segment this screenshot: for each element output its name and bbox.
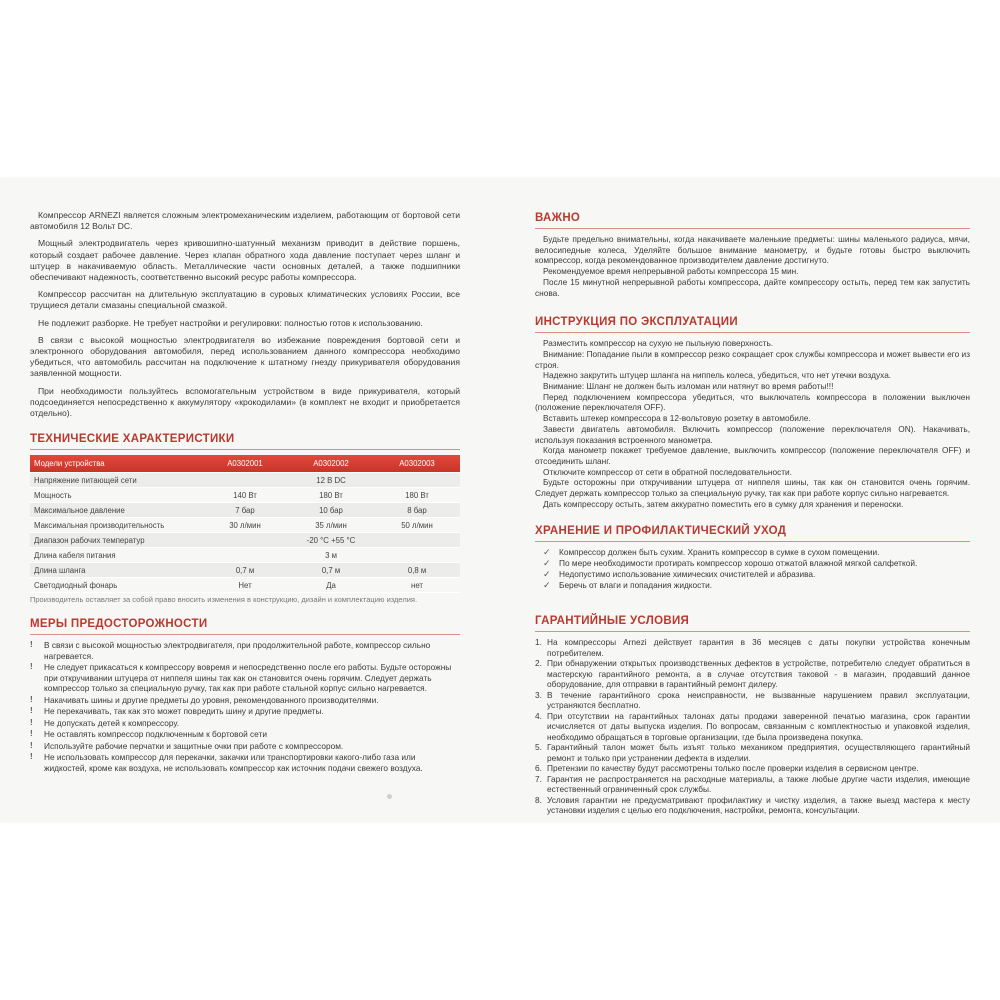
- row-value: 12 В DC: [202, 473, 460, 488]
- exclamation-icon: !: [30, 717, 33, 727]
- table-row: [30, 488, 460, 503]
- intro-paragraph: Мощный электродвигатель через кривошипно-шатунный механизм приводит в действие поршень, который создает рабочее давление. Через клапан обратного хода давление поступает через шланг и штуцер в накачиваемую область. Металлические части основных деталей, а также подшипники обеспечивают надежность, соответственно высокий ресурс работы компрессора.: [30, 238, 460, 283]
- specs-heading: ТЕХНИЧЕСКИЕ ХАРАКТЕРИСТИКИ: [30, 433, 235, 446]
- right-column: [535, 212, 970, 826]
- row-value: 35 л/мин: [288, 518, 374, 533]
- instruction-line: Перед подключением компрессора убедиться, что выключатель компрессора в положении выключен (положение переключателя OFF).: [535, 391, 970, 413]
- specs-section: [30, 433, 460, 604]
- exclamation-icon: !: [30, 740, 33, 750]
- checkmark-icon: ✓: [543, 558, 551, 569]
- row-value: 180 Вт: [374, 488, 460, 503]
- list-item-text: Гарантия не распространяется на расходные материалы, а также любые другие части изделия, имеющие естественный ограниченный срок службы.: [547, 773, 970, 795]
- left-column: [30, 210, 460, 783]
- checkmark-icon: ✓: [543, 580, 551, 591]
- row-label: Светодиодный фонарь: [30, 578, 202, 593]
- list-item: [30, 662, 460, 694]
- specs-table: [30, 455, 460, 593]
- row-value: Да: [288, 578, 374, 593]
- header-cell: A0302001: [202, 455, 288, 473]
- instruction-line: Завести двигатель автомобиля. Включить компрессор (положение переключателя ON). Накачивать, используя показания встроенного манометра.: [535, 423, 970, 445]
- row-value: -20 °C +55 °C: [202, 533, 460, 548]
- list-item: [535, 658, 970, 690]
- instruction-line: Разместить компрессор на сухую не пыльную поверхность.: [543, 338, 774, 349]
- list-item: [535, 690, 970, 711]
- row-value: 50 л/мин: [374, 518, 460, 533]
- list-item-text: Условия гарантии не предусматривают профилактику и чистку изделия, а также выезд мастера к месту установки изделия с целью его подключения, настройки, ремонта, консультации.: [547, 794, 970, 816]
- row-value: 7 бар: [202, 503, 288, 518]
- list-item: [535, 580, 970, 591]
- row-label: Напряжение питающей сети: [30, 473, 202, 488]
- row-value: 0,8 м: [374, 563, 460, 578]
- list-item-text: Не следует прикасаться к компрессору вовремя и непосредственно после его работы. Будьте осторожны при откручивании штуцера от ниппеля шины так как он становится очень горячим. Следует держать компрессор только за специальную ручку, так как при работе стальной корпус сильно нагревается.: [44, 662, 452, 694]
- specs-note: Производитель оставляет за собой право вносить изменения в конструкцию, дизайн и комплектацию изделия.: [30, 595, 418, 605]
- instruction-line: Когда манометр покажет требуемое давление, выключить компрессор (положение переключателя OFF) и отсоединить шланг.: [535, 445, 970, 466]
- table-row: [30, 533, 460, 548]
- list-item-text: Гарантийный талон может быть изъят только механиком предприятия, осуществляющего гарантийный ремонт и только при устранении дефекта в изделии.: [547, 742, 970, 763]
- important-line: После 15 минутной непрерывной работы компрессора, дайте компрессору остыть, перед тем как запустить снова.: [535, 276, 970, 298]
- list-item: [30, 706, 460, 717]
- exclamation-icon: !: [30, 640, 33, 650]
- instruction-line: Внимание: Шланг не должен быть изломан или натянут во время работы!!!: [543, 381, 834, 392]
- exclamation-icon: !: [30, 752, 33, 762]
- item-number: 4.: [535, 710, 542, 721]
- exclamation-icon: !: [30, 694, 33, 704]
- precautions-section: [30, 618, 460, 773]
- list-item: [535, 637, 970, 658]
- list-item: [30, 752, 460, 773]
- list-item-text: В течение гарантийного срока неисправности, не вызванные нарушением правил эксплуатации, устраняются бесплатно.: [547, 689, 970, 711]
- row-value: 140 Вт: [202, 488, 288, 503]
- item-number: 8.: [535, 794, 542, 805]
- list-item-text: Используйте рабочие перчатки и защитные очки при работе с компрессором.: [44, 740, 344, 751]
- item-number: 2.: [535, 658, 542, 669]
- list-item: [535, 763, 970, 774]
- list-item-text: Недопустимо использование химических очистителей и абразива.: [559, 569, 816, 580]
- specs-header-row: [30, 455, 460, 473]
- list-item: [535, 774, 970, 795]
- list-item-text: По мере необходимости протирать компрессор хорошо отжатой влажной мягкой салфеткой.: [559, 558, 918, 569]
- exclamation-icon: !: [30, 706, 33, 716]
- list-item: [535, 547, 970, 558]
- intro-paragraph: Компрессор рассчитан на длительную эксплуатацию в суровых климатических условиях России, все трущиеся детали смазаны специальной смазкой.: [30, 289, 460, 311]
- item-number: 7.: [535, 773, 542, 784]
- checkmark-icon: ✓: [543, 547, 551, 558]
- item-number: 6.: [535, 763, 542, 774]
- table-row: [30, 578, 460, 593]
- precautions-heading: МЕРЫ ПРЕДОСТОРОЖНОСТИ: [30, 618, 208, 631]
- row-label: Максимальное давление: [30, 503, 202, 518]
- list-item: [30, 640, 460, 661]
- row-value: 8 бар: [374, 503, 460, 518]
- intro-paragraph: Не подлежит разборке. Не требует настройки и регулировки: полностью готов к использованию.: [38, 317, 423, 328]
- row-value: 30 л/мин: [202, 518, 288, 533]
- list-item: [535, 569, 970, 580]
- list-item-text: Компрессор должен быть сухим. Хранить компрессор в сумке в сухом помещении.: [559, 547, 880, 558]
- row-label: Длина шланга: [30, 563, 202, 578]
- row-value: нет: [374, 578, 460, 593]
- row-label: Длина кабеля питания: [30, 548, 202, 563]
- table-row: [30, 548, 460, 563]
- heading-divider: [30, 634, 460, 635]
- instruction-line: Отключите компрессор от сети в обратной последовательности.: [543, 466, 792, 477]
- intro-section: [30, 210, 460, 419]
- list-item: [30, 729, 460, 740]
- important-heading: ВАЖНО: [535, 212, 581, 224]
- heading-divider: [535, 631, 970, 632]
- warranty-heading: ГАРАНТИЙНЫЕ УСЛОВИЯ: [535, 615, 690, 628]
- list-item: [30, 695, 460, 706]
- warranty-section: [535, 615, 970, 816]
- instruction-line: Внимание: Попадание пыли в компрессор резко сокращает срок службы компрессора и может вывести его из строя.: [535, 348, 970, 370]
- list-item-text: В связи с высокой мощностью электродвигателя, при продолжительной работе, компрессор сильно нагревается.: [44, 640, 431, 661]
- list-item-text: На компрессоры Arnezi действует гарантия в 36 месяцев с даты покупки устройства конечным потребителем.: [547, 637, 970, 658]
- row-value: 0,7 м: [288, 563, 374, 578]
- important-line: Будьте предельно внимательны, когда накачиваете маленькие предметы: шины маленького радиуса, мячи, велосипедные колеса, Уделяйте большое внимание манометру, и будьте готовы быстро выключить компрессор, когда рекомендованное производителем давление достигнуто.: [535, 234, 970, 266]
- intro-paragraph: При необходимости пользуйтесь вспомогательным устройством в виде прикуривателя, который подсоединяется непосредственно к аккумулятору «крокодилами» (в комплект не входит и приобретается отдельно).: [30, 385, 460, 419]
- row-value: 0,7 м: [202, 563, 288, 578]
- important-line: Рекомендуемое время непрерывной работы компрессора 15 мин.: [543, 266, 799, 277]
- item-number: 1.: [535, 637, 542, 648]
- list-item-text: Не оставлять компрессор подключенным к бортовой сети: [44, 729, 267, 740]
- instructions-heading: ИНСТРУКЦИЯ ПО ЭКСПЛУАТАЦИИ: [535, 316, 738, 329]
- list-item: [535, 742, 970, 763]
- exclamation-icon: !: [30, 729, 33, 739]
- instructions-section: [535, 316, 970, 509]
- table-row: [30, 518, 460, 533]
- item-number: 5.: [535, 742, 542, 753]
- heading-divider: [535, 228, 970, 229]
- intro-paragraph: Компрессор ARNEZI является сложным электромеханическим изделием, работающим от бортовой сети автомобиля 12 Вольт DC.: [30, 210, 460, 232]
- row-label: Максимальная производительность: [30, 518, 202, 533]
- list-item: [535, 558, 970, 569]
- list-item-text: Претензии по качеству будут рассмотрены только после проверки изделия в сервисном центре.: [547, 763, 919, 774]
- intro-paragraph: В связи с высокой мощностью электродвигателя во избежание повреждения бортовой сети и электронного оборудования автомобиля, перед использованием данного компрессора необходимо убедиться, что автомобиль рассчитан на подключение к штатному гнезду прикуривателя оборудования заявленной мощности.: [30, 334, 460, 379]
- heading-divider: [535, 332, 970, 333]
- header-cell: A0302002: [288, 455, 374, 473]
- list-item: [30, 718, 460, 729]
- row-label: Мощность: [30, 488, 202, 503]
- instruction-line: Надежно закрутить штуцер шланга на ниппель колеса, убедиться, что нет утечки воздуха.: [543, 370, 892, 381]
- heading-divider: [30, 449, 460, 450]
- row-value: 10 бар: [288, 503, 374, 518]
- list-item: [30, 741, 460, 752]
- exclamation-icon: !: [30, 662, 33, 672]
- list-item-text: Не использовать компрессор для перекачки, закачки или транспортировки какого-либо газа или жидкостей, кроме как воздуха, не использовать компрессор как источник подачи свежего воздуха.: [44, 752, 423, 773]
- header-cell: Модели устройства: [30, 455, 202, 473]
- list-item-text: При обнаружении открытых производственных дефектов в устройстве, потребителю следует обратиться в мастерскую гарантийного ремонта, а в случае отсутствия таковой - в магазин, продавший данное оборудование, для отправки в гарантийный ремонт дилеру.: [547, 658, 970, 690]
- list-item: [535, 711, 970, 743]
- item-number: 3.: [535, 689, 542, 700]
- table-row: [30, 503, 460, 518]
- row-label: Диапазон рабочих температур: [30, 533, 202, 548]
- instruction-line: Будьте осторожны при откручивании штуцера от ниппеля шины, так как он становится очень горячим. Следует держать компрессор только за специальную ручку, так как при работе корпус сильно нагревается.: [535, 477, 970, 499]
- list-item-text: Накачивать шины и другие предметы до уровня, рекомендованного производителями.: [44, 694, 379, 705]
- table-row: [30, 473, 460, 488]
- list-item: [535, 795, 970, 816]
- page-dot: [387, 794, 392, 799]
- important-section: [535, 212, 970, 298]
- list-item-text: При отсутствии на гарантийных талонах даты продажи заверенной печатью магазина, срок гарантии исчисляется от даты выпуска изделия. По вопросам, связанным с комплектностью и упаковкой изделия, необходимо обращаться в торговые организации, где была произведена покупка.: [547, 710, 970, 742]
- row-value: Нет: [202, 578, 288, 593]
- table-row: [30, 563, 460, 578]
- row-value: 3 м: [202, 548, 460, 563]
- header-cell: A0302003: [374, 455, 460, 473]
- checkmark-icon: ✓: [543, 569, 551, 580]
- heading-divider: [535, 541, 970, 542]
- care-heading: ХРАНЕНИЕ И ПРОФИЛАКТИЧЕСКИЙ УХОД: [535, 525, 787, 538]
- list-item-text: Не перекачивать, так как это может повредить шину и другие предметы.: [44, 706, 324, 717]
- instruction-line: Дать компрессору остыть, затем аккуратно поместить его в сумку для хранения и переноски.: [543, 498, 904, 509]
- row-value: 180 Вт: [288, 488, 374, 503]
- instruction-line: Вставить штекер компрессора в 12-вольтовую розетку в автомобиле.: [543, 413, 811, 424]
- list-item-text: Не допускать детей к компрессору.: [44, 717, 180, 728]
- care-section: [535, 525, 970, 591]
- list-item-text: Беречь от влаги и попадания жидкости.: [559, 580, 713, 591]
